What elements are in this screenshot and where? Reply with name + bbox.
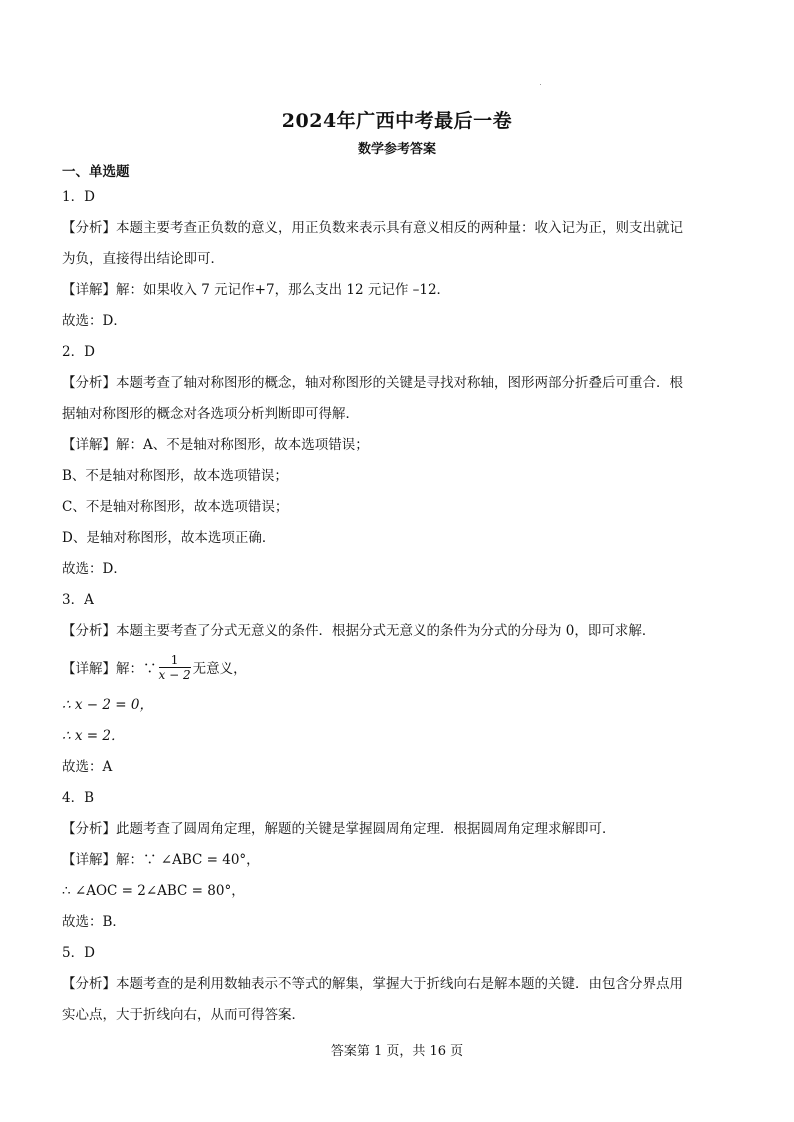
q3-step2: ∴ x = 2． xyxy=(62,728,125,744)
q5-analysis-line1: 【分析】本题考查的是利用数轴表示不等式的解集，掌握大于折线向右是解本题的关键．由包含分界点用 xyxy=(62,976,683,992)
scan-speck xyxy=(540,84,541,85)
q3-detail-suffix: 无意义， xyxy=(192,661,247,677)
q3-detail xyxy=(62,655,738,684)
q2-option-d: D、是轴对称图形，故本选项正确． xyxy=(62,530,276,546)
q2-number: 2．D xyxy=(62,344,95,360)
q1-choice: 故选：D． xyxy=(62,313,127,329)
q4-step1: ∴ ∠AOC = 2∠ABC = 80°， xyxy=(62,883,245,899)
q2-detail: 【详解】解：A、不是轴对称图形，故本选项错误； xyxy=(62,437,369,453)
q4-choice: 故选：B． xyxy=(62,914,126,930)
q1-number: 1．D xyxy=(62,189,95,205)
q3-fraction-numerator: 1 xyxy=(159,653,191,668)
q5-number: 5．D xyxy=(62,945,95,961)
page-title: 2024年广西中考最后一卷 xyxy=(281,110,513,132)
q4-detail: 【详解】解：∵ ∠ABC = 40°， xyxy=(62,852,260,868)
q3-step1: ∴ x − 2 = 0， xyxy=(62,697,153,713)
q3-detail-prefix: 【详解】解：∵ xyxy=(62,661,157,677)
page-subtitle: 数学参考答案 xyxy=(357,142,436,157)
q3-number: 3．A xyxy=(62,592,94,608)
page-footer: 答案第 1 页，共 16 页 xyxy=(330,1044,464,1059)
q3-analysis: 【分析】本题主要考查了分式无意义的条件．根据分式无意义的条件为分式的分母为 0，即可求解． xyxy=(62,623,656,639)
q2-option-b: B、不是轴对称图形，故本选项错误； xyxy=(62,468,288,484)
q5-analysis-line2: 实心点，大于折线向右，从而可得答案． xyxy=(62,1007,305,1023)
q1-analysis-line1: 【分析】本题主要考查正负数的意义，用正负数来表示具有意义相反的两种量：收入记为正，则支出就记 xyxy=(62,220,683,236)
q2-choice: 故选：D． xyxy=(62,561,127,577)
section-heading: 一、单选题 xyxy=(62,164,130,180)
q4-analysis: 【分析】此题考查了圆周角定理，解题的关键是掌握圆周角定理．根据圆周角定理求解即可． xyxy=(62,821,616,837)
q2-analysis-line2: 据轴对称图形的概念对各选项分析判断即可得解． xyxy=(62,406,359,422)
q3-fraction-denominator: x − 2 xyxy=(158,668,191,682)
q4-number: 4．B xyxy=(62,790,95,806)
q2-analysis-line1: 【分析】本题考查了轴对称图形的概念，轴对称图形的关键是寻找对称轴，图形两部分折叠后可重合．根 xyxy=(62,375,683,391)
q1-analysis-line2: 为负，直接得出结论即可． xyxy=(62,251,224,267)
q2-option-c: C、不是轴对称图形，故本选项错误； xyxy=(62,499,289,515)
q1-detail: 【详解】解：如果收入 7 元记作+7，那么支出 12 元记作 –12． xyxy=(62,282,451,298)
q3-fraction xyxy=(159,653,191,682)
q3-choice: 故选：A xyxy=(62,759,113,775)
